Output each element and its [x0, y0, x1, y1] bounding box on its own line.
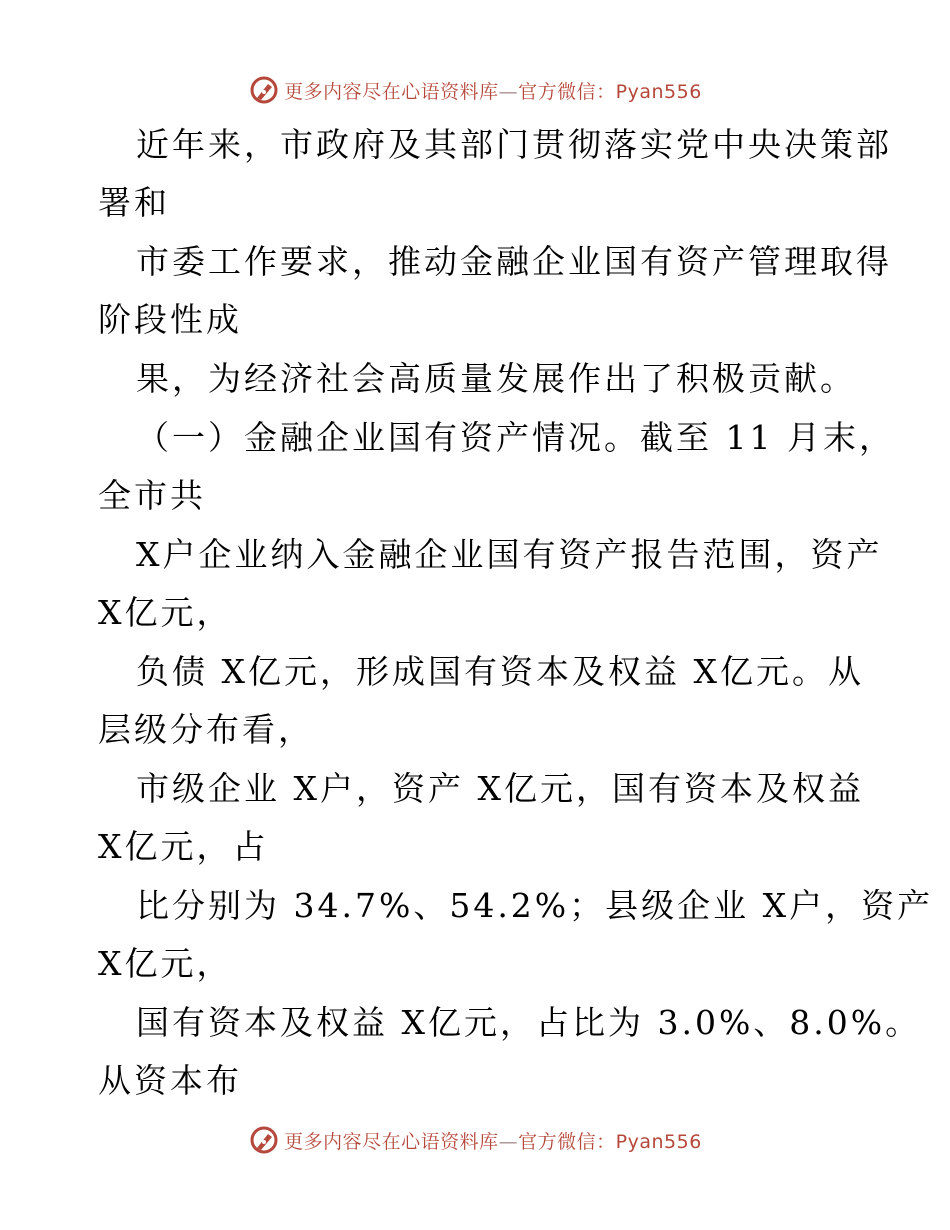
footer-watermark: [0, 1120, 950, 1160]
text-line: 阶段性成: [98, 300, 242, 339]
text-line: X亿元，: [98, 593, 233, 632]
text-line: 从资本布: [98, 1061, 242, 1100]
text-line: 全市共: [98, 476, 206, 515]
pen-nib-circle-icon: [248, 1124, 280, 1156]
text-line: 国有资本及权益 X亿元，占比为 3.0%、8.0%。: [136, 1003, 922, 1042]
text-line: 署和: [98, 183, 170, 222]
text-line: 市级企业 X户，资产 X亿元，国有资本及权益: [136, 769, 864, 808]
text-line: X亿元，占: [98, 827, 269, 866]
text-line: 比分别为 34.7%、54.2%；县级企业 X户，资产: [136, 886, 934, 925]
text-line: 层级分布看，: [98, 710, 314, 749]
watermark-text: 更多内容尽在心语资料库—官方微信：Pyan556: [284, 80, 702, 103]
text-line: （一）金融企业国有资产情况。截至 11 月末，: [136, 418, 895, 457]
watermark-text: 更多内容尽在心语资料库—官方微信：Pyan556: [284, 1130, 702, 1153]
text-line: 市委工作要求，推动金融企业国有资产管理取得: [136, 242, 892, 281]
text-line: X亿元，: [98, 944, 233, 983]
text-line: 果，为经济社会高质量发展作出了积极贡献。: [136, 359, 856, 398]
text-line: 负债 X亿元，形成国有资本及权益 X亿元。从: [136, 652, 864, 691]
text-line: 近年来，市政府及其部门贯彻落实党中央决策部: [136, 125, 892, 164]
text-line: X户企业纳入金融企业国有资产报告范围，资产: [136, 535, 883, 574]
